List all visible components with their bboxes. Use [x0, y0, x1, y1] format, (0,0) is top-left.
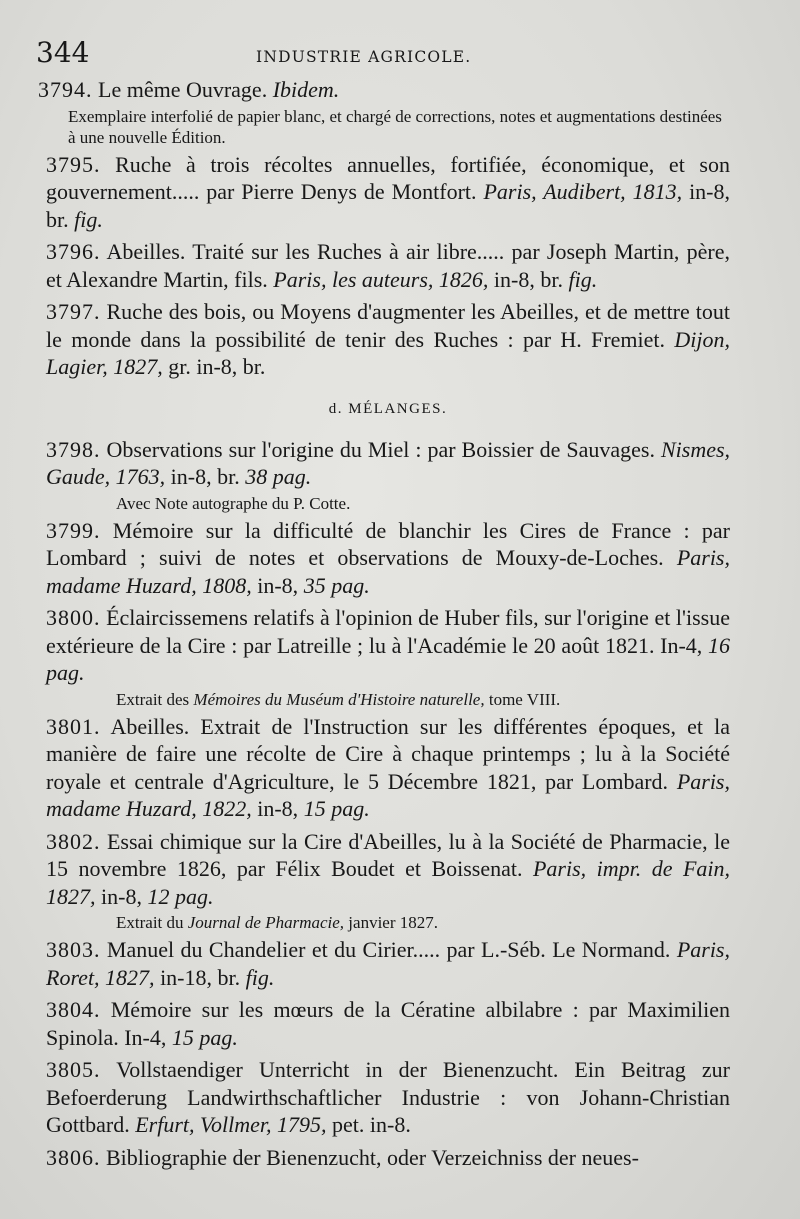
entry-format-italic: 35 pag. [303, 572, 370, 598]
page-header [36, 36, 730, 76]
entry-format: in-8, [257, 796, 299, 821]
entry-3794 [38, 76, 730, 104]
entry-format: in-18, br. [160, 964, 241, 990]
entry-3797 [46, 298, 730, 381]
entry-text: Mémoire sur les mœurs de la Cératine albilabre : par Maximilien Spinola. In-4, [46, 997, 731, 1050]
entry-text: Bibliographie der Bienenzucht, oder Verzeichniss der neues- [106, 1144, 639, 1170]
entry-imprint: Nismes, Gaude, 1763, [46, 436, 731, 489]
entry-format: in-8, br. [170, 464, 240, 489]
note-suffix: janvier 1827. [344, 913, 438, 932]
entry-format-italic: 15 pag. [303, 796, 370, 821]
entry-text: Ruche des bois, ou Moyens d'augmenter les Abeilles, et de mettre tout le monde dans la possibilité de tenir des Ruches : par H. Fremiet. [46, 299, 730, 352]
entry-imprint: 15 pag. [171, 1024, 238, 1050]
entry-format: in-8, br. [493, 266, 563, 292]
section-heading: d. MÉLANGES. [328, 400, 448, 417]
entry-number: 3796. [46, 239, 101, 264]
entry-format-italic: 12 pag. [147, 883, 214, 909]
entry-imprint: Ibidem. [272, 77, 340, 102]
entry-imprint: Paris, Roret, 1827, [46, 937, 730, 990]
entry-number: 3800. [46, 605, 101, 630]
entry-note [116, 912, 730, 933]
entry-note: Exemplaire interfolié de papier blanc, et chargé de corrections, notes et augmentations destinées à une nouvelle Édition. [68, 106, 722, 147]
entry-format-italic: fig. [568, 266, 598, 292]
entry-text: Vollstaendiger Unterricht in der Bienenzucht. Ein Beitrag zur Befoerderung Landwirthschaftlicher Industrie : von Johann-Christian Gottbard. [46, 1057, 730, 1137]
entry-3795 [46, 151, 730, 234]
entry-note: Avec Note autographe du P. Cotte. [116, 493, 351, 513]
entry-format: in-8, br. [46, 179, 731, 232]
entry-text: Observations sur l'origine du Miel : par Boissier de Sauvages. [106, 436, 655, 462]
entry-number: 3806. [46, 1144, 101, 1170]
entry-format: pet. in-8. [332, 1112, 411, 1137]
entry-imprint: Dijon, Lagier, 1827, [46, 326, 730, 379]
entry-number: 3797. [46, 299, 101, 324]
entry-number: 3799. [46, 517, 101, 543]
entry-format-italic: fig. [245, 964, 275, 990]
note-prefix: Extrait du [116, 913, 188, 932]
note-prefix: Extrait des [116, 689, 194, 709]
entry-imprint: Paris, Audibert, 1813, [483, 179, 683, 204]
entry-3800 [46, 604, 730, 687]
entry-number: 3798. [46, 436, 101, 462]
entry-text: Le même Ouvrage. [98, 77, 268, 102]
entry-3802 [46, 828, 730, 911]
entry-text: Mémoire sur la difficulté de blanchir les Cires de France : par Lombard ; suivi de notes et observations de Mouxy-de-Loches. [46, 517, 731, 570]
entry-3804 [46, 996, 730, 1051]
entry-format: in-8, [101, 883, 142, 909]
note-journal: Mémoires du Muséum d'Histoire naturelle, [193, 689, 485, 709]
entry-number: 3805. [46, 1057, 101, 1082]
entry-3803 [46, 936, 730, 991]
entry-text: Ruche à trois récoltes annuelles, fortifiée, économique, et son gouvernement..... par Pierre Denys de Montfort. [46, 151, 730, 204]
entry-format-italic: fig. [74, 206, 103, 232]
entry-imprint: Paris, madame Huzard, 1808, [46, 545, 730, 598]
entry-format: in-8, [257, 572, 299, 598]
entry-number: 3795. [46, 151, 101, 177]
entry-3801 [46, 713, 730, 823]
entry-imprint: Erfurt, Vollmer, 1795, [135, 1112, 327, 1137]
entry-imprint: Paris, madame Huzard, 1822, [46, 768, 730, 821]
entry-3806 [46, 1144, 730, 1172]
entry-number: 3802. [46, 828, 101, 854]
entry-3796 [46, 238, 730, 293]
entry-3798 [46, 436, 730, 491]
entry-number: 3801. [46, 713, 101, 739]
note-journal: Journal de Pharmacie, [187, 913, 345, 932]
entry-number: 3804. [46, 997, 101, 1022]
entry-format: gr. in-8, br. [168, 354, 266, 379]
entry-3799 [46, 517, 730, 600]
entry-text: Essai chimique sur la Cire d'Abeilles, lu à la Société de Pharmacie, le 15 novembre 1826, par Félix Boudet et Boissenat. [46, 828, 730, 881]
entry-note [116, 689, 730, 710]
entry-number: 3794. [38, 77, 93, 102]
entry-text: Abeilles. Traité sur les Ruches à air libre..... par Joseph Martin, père, et Alexandre Martin, fils. [46, 239, 731, 292]
running-title: INDUSTRIE AGRICOLE. [256, 48, 472, 66]
entry-3805 [46, 1056, 730, 1139]
entry-text: Éclaircissemens relatifs à l'opinion de Huber fils, sur l'origine et l'issue extérieure de la Cire : par Latreille ; lu à l'Académie le 20 août 1821. In-4, [46, 605, 731, 658]
entry-format-italic: 38 pag. [245, 464, 312, 489]
entry-number: 3803. [46, 937, 101, 962]
entry-text: Manuel du Chandelier et du Cirier..... par L.-Séb. Le Normand. [106, 937, 671, 962]
entry-imprint: Paris, impr. de Fain, 1827, [46, 856, 730, 909]
note-suffix: tome VIII. [484, 689, 561, 709]
entry-imprint: Paris, les auteurs, 1826, [273, 266, 489, 292]
page-number: 344 [36, 36, 90, 69]
entry-text: Abeilles. Extrait de l'Instruction sur les différentes époques, et la manière de faire une récolte de Cire à chaque printemps ; lu à la Société royale et centrale d'Agriculture, le 5 Décembre 1821, par Lombard. [46, 713, 731, 794]
entry-imprint: 16 pag. [46, 632, 730, 685]
